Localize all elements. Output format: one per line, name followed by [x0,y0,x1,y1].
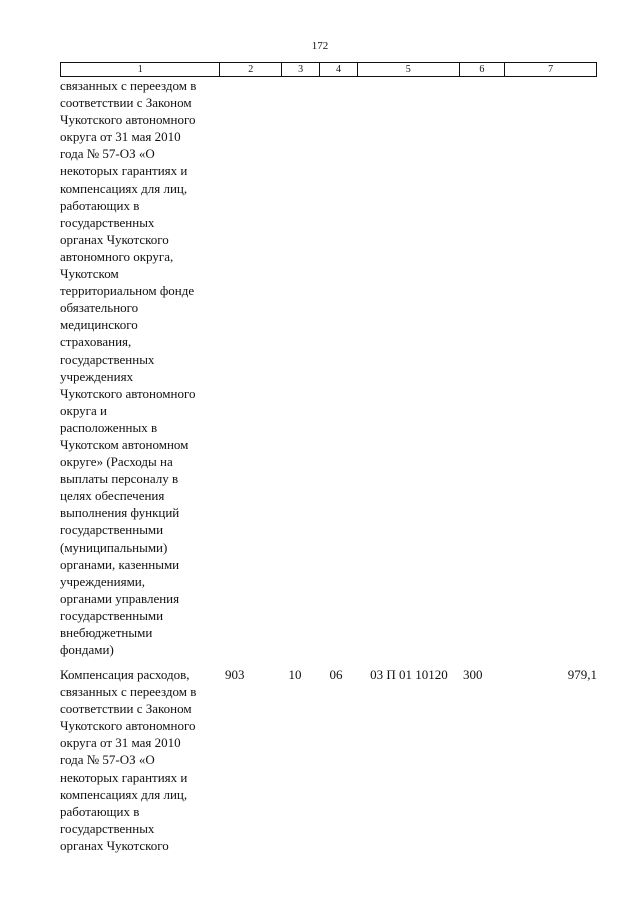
table-header [60,62,597,77]
row-target-article: 03 П 01 10120 [370,667,448,682]
row-section-code: 10 [288,667,302,682]
header-col-6: 6 [460,63,506,76]
table-row [60,666,597,854]
header-col-2: 2 [220,63,282,76]
row-amount: 979,1 [567,667,597,682]
header-col-7: 7 [548,64,554,75]
row-subsection-code: 06 [329,667,343,682]
row-expense-type: 300 [463,667,483,682]
table-row [60,77,597,658]
header-col-5: 5 [358,63,460,76]
header-col-4: 4 [320,63,358,76]
row-ministry-code: 903 [225,667,245,682]
header-col-1: 1 [61,63,220,76]
header-col-3: 3 [282,63,320,76]
page-number: 172 [311,40,329,52]
row-description: Компенсация расходов, связанных с переездом в соответствии с Законом Чукотского автономного округа от 31 мая 2010 года № 57-ОЗ «О некоторых гарантиях и компенсациях для лиц, работающих в государственных органах Чукотского [60,667,197,853]
row-description: связанных с переездом в соответствии с Законом Чукотского автономного округа от 31 мая 2010 года № 57-ОЗ «О некоторых гарантиях и компенсациях для лиц, работающих в государственных органах Чукотского автономного округа, Чукотском территориальном фонде обязательного медицинского страхования, государственных учреждениях Чукотского автономного округа и расположенных в Чукотском автономном округе» (Расходы на выплаты персоналу в целях обеспечения выполнения функций государственными (муниципальными) органами, казенными учреждениями, органами управления государственными внебюджетными фондами) [60,78,197,658]
